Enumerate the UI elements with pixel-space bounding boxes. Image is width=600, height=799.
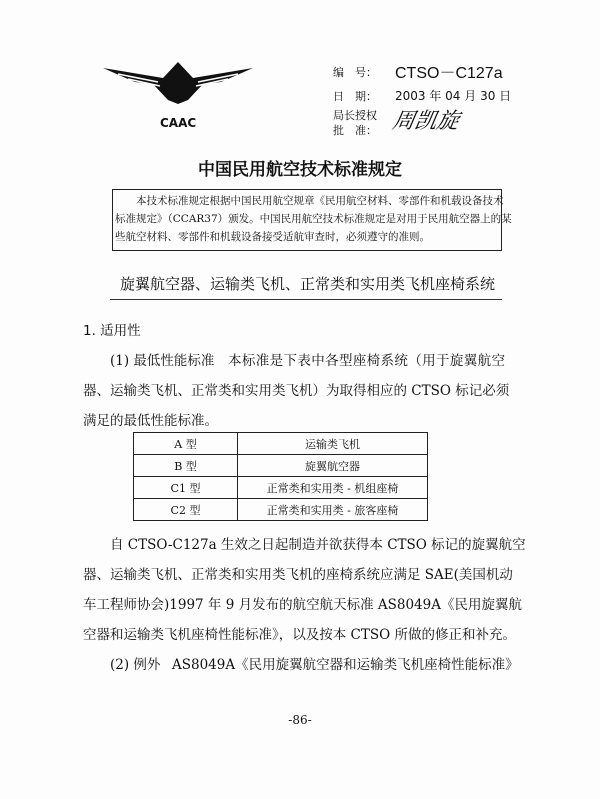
table-cell: B 型: [134, 455, 238, 477]
table-cell: 正常类和实用类 - 旅客座椅: [238, 499, 428, 521]
para1-line: 本标准是下表中各型座椅系统（用于旋翼航空: [228, 353, 505, 369]
section-title: 旋翼航空器、运输类飞机、正常类和实用类飞机座椅系统: [120, 275, 496, 293]
date-label: 日 期：: [333, 90, 377, 103]
table-row: [134, 477, 428, 499]
document-title: 中国民用航空技术标准规定: [198, 160, 402, 180]
caac-logo-icon: [103, 60, 253, 110]
table-cell: C1 型: [134, 477, 238, 499]
table-row: [134, 499, 428, 521]
signature: 周凯旋: [390, 109, 461, 134]
table-cell: 运输类飞机: [238, 433, 428, 455]
para3-lead: (2) 例外: [110, 657, 161, 673]
notice-line: 本技术标准规定根据中国民用航空规章《民用航空材料、零部件和机载设备技术: [136, 195, 504, 207]
table-row: [134, 433, 428, 455]
number-value: CTSO－C127a: [395, 65, 503, 82]
approval-label-2: 批 准：: [333, 124, 377, 137]
para2-line: 自 CTSO-C127a 生效之日起制造并欲获得本 CTSO 标记的旋翼航空: [110, 537, 526, 553]
seat-type-table: [133, 432, 428, 521]
approval-label-1: 局长授权: [333, 109, 377, 122]
para2-line: 空器和运输类飞机座椅性能标准》，以及按本 CTSO 所做的修正和补充。: [83, 627, 516, 643]
date-value: 2003 年 04 月 30 日: [395, 89, 512, 103]
heading-applicability: 1. 适用性: [83, 323, 141, 339]
para3-text: AS8049A《民用旋翼航空器和运输类飞机座椅性能标准》: [172, 657, 519, 673]
notice-line: 标准规定》（CCAR37）颁发。中国民用航空技术标准规定是对用于民用航空器上的某: [115, 213, 512, 225]
table-cell: A 型: [134, 433, 238, 455]
table-row: [134, 455, 428, 477]
notice-line: 些航空材料、零部件和机载设备接受适航审查时，必须遵守的准则。: [115, 231, 430, 243]
section-divider: [110, 299, 502, 300]
table-cell: 正常类和实用类 - 机组座椅: [238, 477, 428, 499]
table-cell: 旋翼航空器: [238, 455, 428, 477]
para1-lead: (1) 最低性能标准: [110, 353, 215, 369]
para1-line: 满足的最低性能标准。: [83, 413, 218, 429]
notice-box: [112, 189, 512, 251]
page-number: -86-: [288, 713, 312, 727]
para2-line: 车工程师协会)1997 年 9 月发布的航空航天标准 AS8049A《民用旋翼航: [83, 597, 522, 613]
para2-line: 器、运输类飞机、正常类和实用类飞机的座椅系统应满足 SAE(美国机动: [83, 567, 513, 583]
logo-text: CAAC: [160, 116, 197, 130]
number-label: 编 号：: [333, 66, 377, 79]
para1-line: 器、运输类飞机、正常类和实用类飞机）为取得相应的 CTSO 标记必须: [83, 383, 510, 399]
table-cell: C2 型: [134, 499, 238, 521]
